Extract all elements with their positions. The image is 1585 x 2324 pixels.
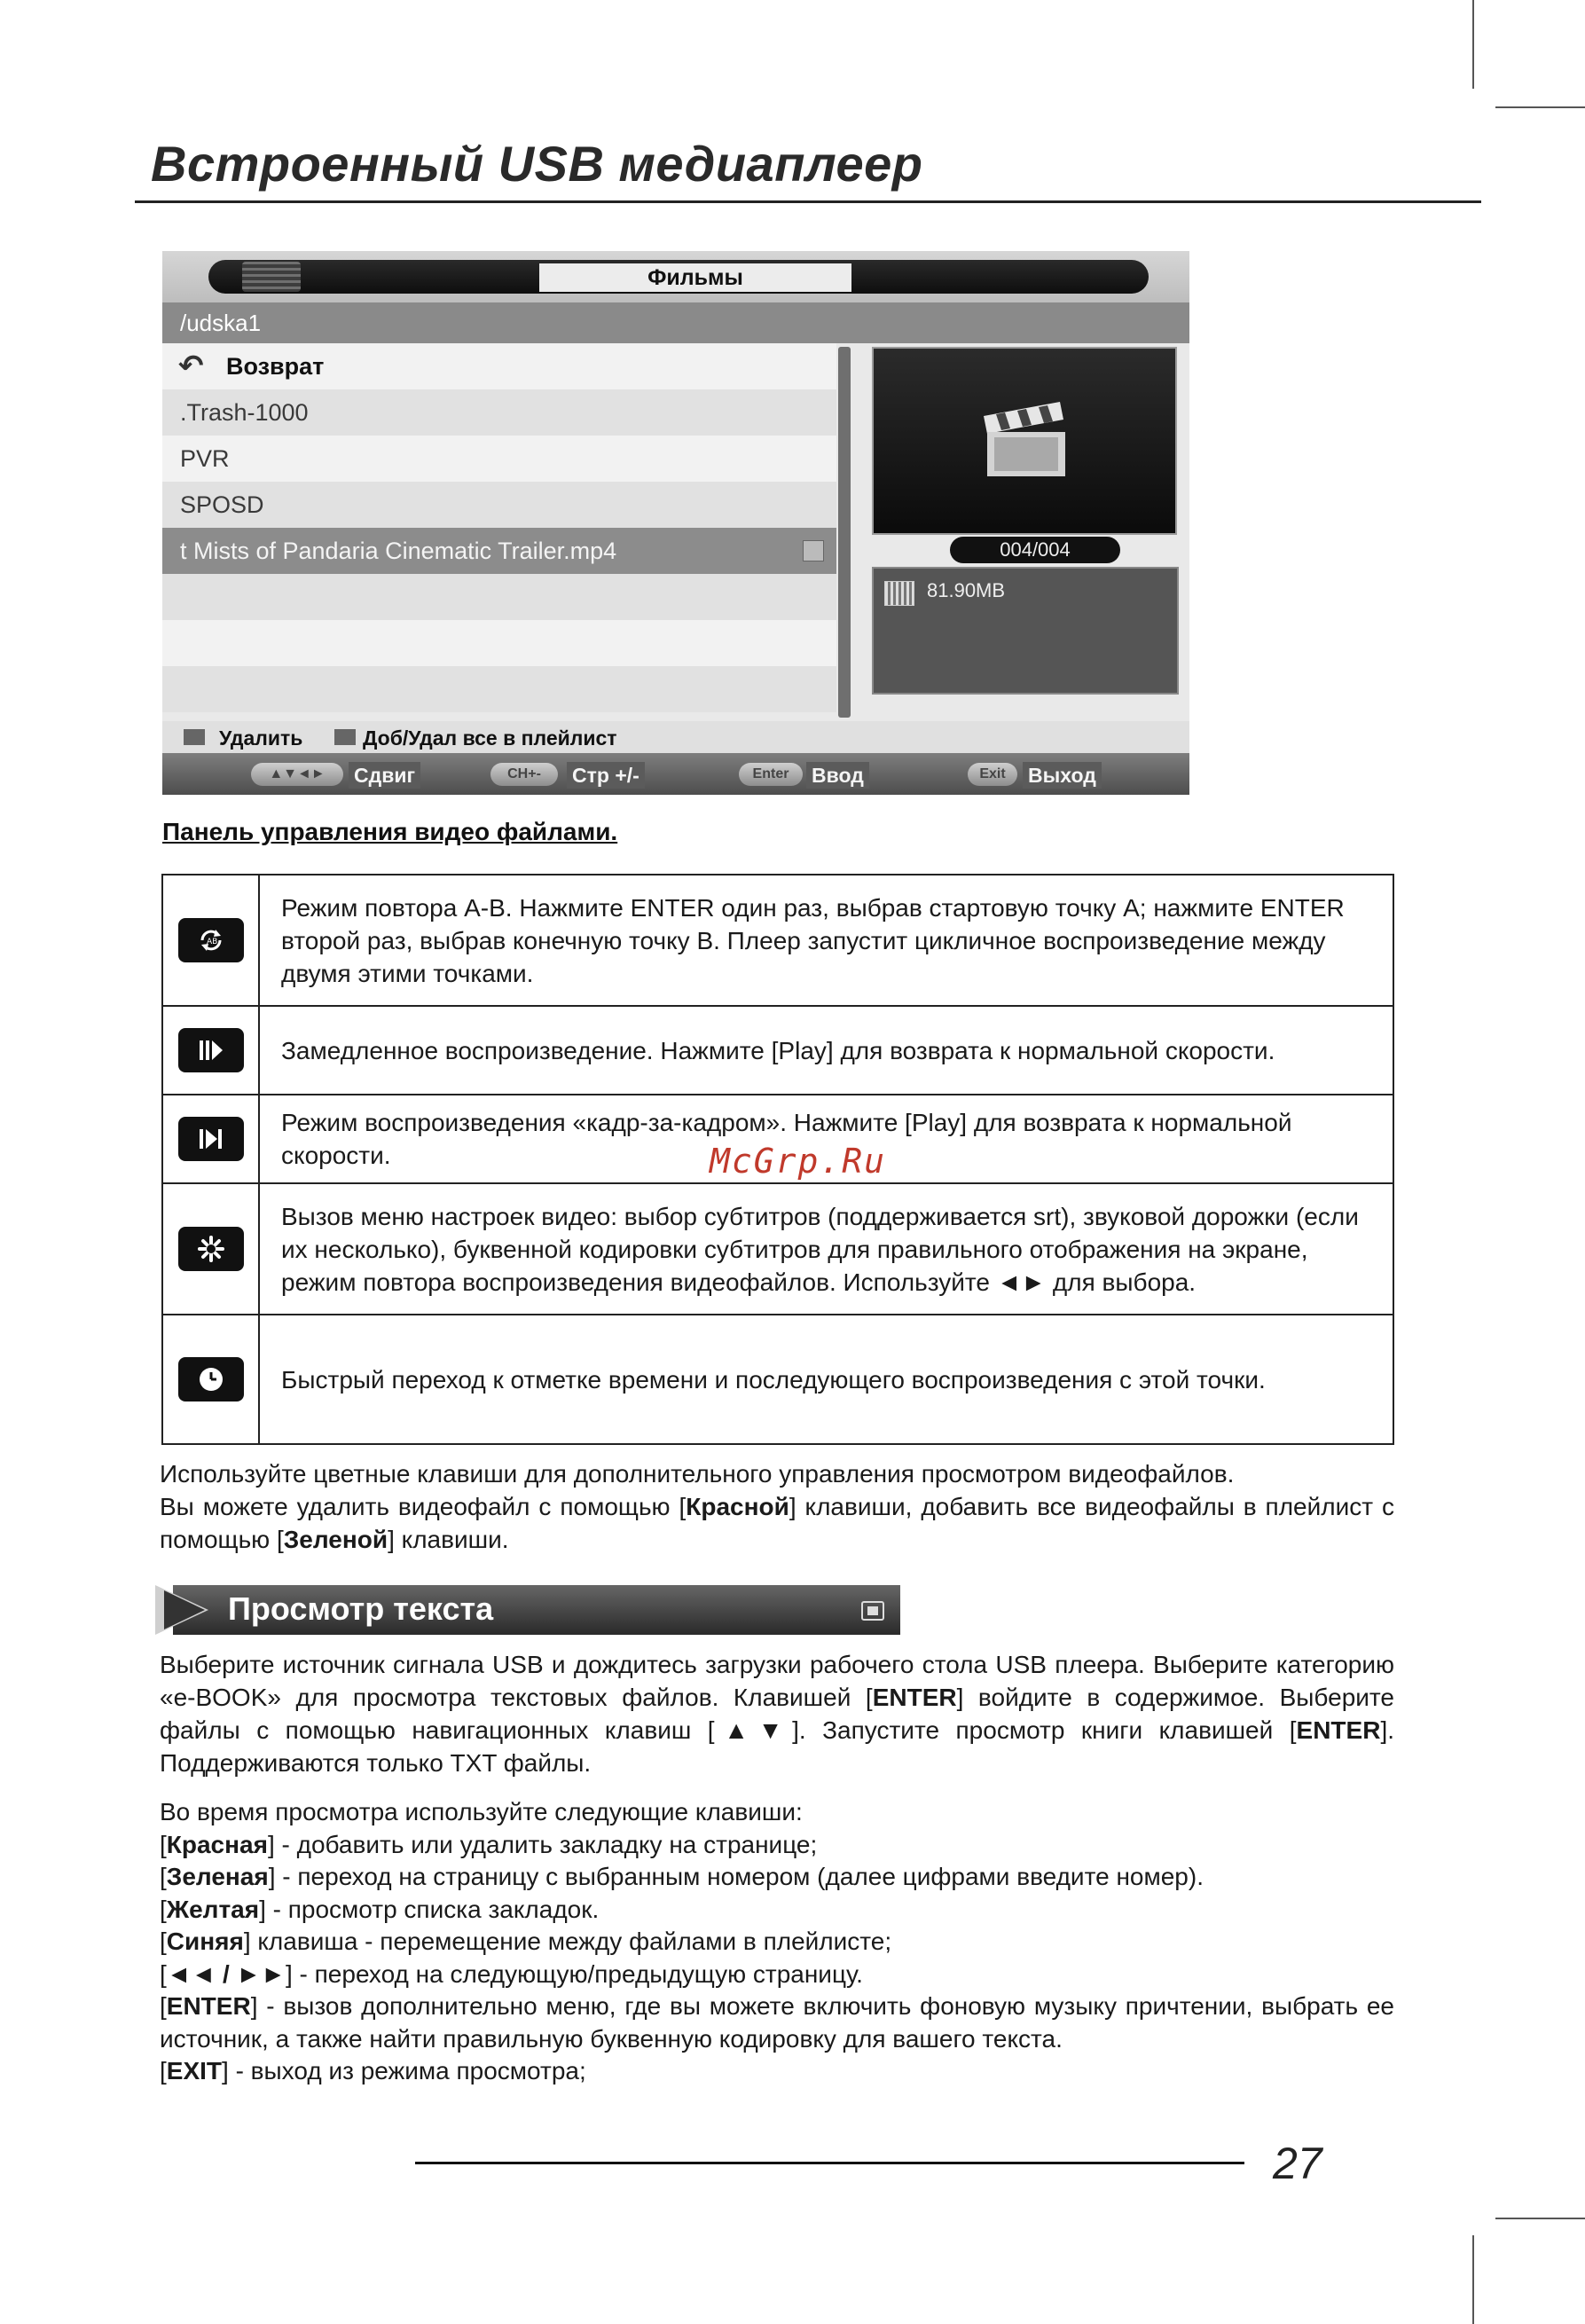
text-span: Выберите источник сигнала USB и дождитесь загрузки рабочего стола USB плеера. Выберите категорию «e-BOOK» для просмотра текстовых файлов. Клавишей [: [160, 1651, 1394, 1711]
section-header: [155, 1585, 900, 1635]
table-row: [163, 1182, 1393, 1314]
figure-caption: Панель управления видео файлами.: [162, 818, 618, 845]
red-key-name: Красной: [686, 1493, 789, 1520]
control-description: Замедленное воспроизведение. Нажмите [Play] для возврата к нормальной скорости.: [281, 1036, 1275, 1064]
selected-file-name: t Mists of Pandaria Cinematic Trailer.mp4: [180, 538, 617, 564]
text-span: ] войдите в содержимое. Выберите файлы с помощью навигационных клавиш [▲▼]. Запустите просмотр книги клавишей [: [160, 1684, 1395, 1744]
green-key-name: Зеленой: [283, 1526, 388, 1553]
key-hint-move: Сдвиг: [349, 762, 420, 789]
footer-divider: [415, 2162, 1244, 2164]
key-description: ] - выход из режима просмотра;: [222, 2057, 586, 2085]
media-player-screenshot: [162, 251, 1189, 795]
list-item[interactable]: SPOSD: [162, 482, 836, 528]
key-name: EXIT: [166, 2057, 223, 2085]
key-description: ] - переход на следующую/предыдущую страницу.: [285, 1959, 863, 1988]
slow-play-icon: [178, 1028, 244, 1072]
icon-cell: [163, 875, 260, 1005]
back-item[interactable]: [162, 343, 836, 389]
crop-mark: [1495, 106, 1585, 108]
icon-cell: [163, 1095, 260, 1182]
list-item: [ENTER] - вызов дополнительно меню, где вы можете включить фоновую музыку причтении, выбрать ее источник, а также найти правильную буквенную кодировку для вашего текста.: [160, 1992, 1394, 2053]
clock-icon: [178, 1357, 244, 1401]
icon-cell: [163, 1007, 260, 1094]
section-title: Просмотр текста: [228, 1590, 494, 1627]
player-top-bar: [162, 251, 1189, 302]
icon-cell: [163, 1315, 260, 1443]
page-title: Встроенный USB медиаплеер: [151, 136, 923, 192]
path-bar: /udska1: [162, 302, 1189, 343]
key-hint-page: Стр +/-: [567, 762, 645, 789]
list-item: [Красная] - добавить или удалить закладку на странице;: [160, 1830, 818, 1858]
settings-icon: [178, 1227, 244, 1271]
section-arrow-inner: [164, 1590, 205, 1629]
list-item: [Синяя] клавиша - перемещение между файлами в плейлисте;: [160, 1928, 892, 1955]
text-span: ] клавиши, добавить все видеофайлы в плейлист с помощью [: [160, 1493, 1395, 1553]
file-info-icon: [884, 581, 914, 606]
list-item-selected[interactable]: [162, 528, 836, 574]
color-key-legend: [162, 721, 1189, 753]
icon-cell: [163, 1184, 260, 1314]
title-divider: [135, 200, 1481, 203]
enter-key-icon: Enter: [739, 763, 803, 786]
channel-key-icon: CH+-: [490, 763, 558, 786]
tab-movies[interactable]: Фильмы: [539, 263, 851, 292]
key-name: Красная: [166, 1830, 268, 1858]
key-description: ] - добавить или удалить закладку на странице;: [267, 1830, 818, 1858]
back-label: Возврат: [226, 353, 325, 380]
color-keys-paragraph: [160, 1457, 1394, 1556]
key-description: ] - переход на страницу с выбранным номером (далее цифрами введите номер).: [268, 1863, 1204, 1890]
crop-mark: [1472, 0, 1474, 89]
page-number: 27: [1273, 2139, 1322, 2188]
text-span: ] клавиши.: [388, 1526, 509, 1553]
crop-mark: [1495, 2218, 1585, 2219]
key-name: Синяя: [166, 1928, 244, 1955]
key-hint-enter: Ввод: [806, 762, 869, 789]
key-description: ] клавиша - перемещение между файлами в плейлисте;: [243, 1928, 892, 1955]
control-description: Режим повтора А-В. Нажмите ENTER один раз, выбрав стартовую точку А; нажмите ENTER второй раз, выбрав конечную точку В. Плеер запустит цикличное воспроизведение между двумя этими точками.: [281, 893, 1345, 987]
list-item: [Зеленая] - переход на страницу с выбранным номером (далее цифрами введите номер).: [160, 1863, 1204, 1890]
clapperboard-icon: [971, 375, 1078, 482]
text-span: Вы можете удалить видеофайл с помощью [: [160, 1493, 687, 1520]
menu-icon[interactable]: [242, 262, 301, 292]
color-keys-text: [160, 1490, 1394, 1556]
list-item: [Желтая] - просмотр списка закладок.: [160, 1895, 600, 1923]
select-checkbox-icon[interactable]: [803, 540, 824, 561]
control-description: Режим воспроизведения «кадр-за-кадром». Нажмите [Play] для возврата к нормальной скорости.: [281, 1109, 1292, 1169]
text-span: ]. Поддерживаются только TXT файлы.: [160, 1716, 1394, 1777]
key-name: Зеленая: [166, 1863, 269, 1890]
empty-row: [162, 620, 836, 666]
key-list: [160, 1796, 1394, 2088]
list-item[interactable]: .Trash-1000: [162, 389, 836, 436]
empty-row: [162, 574, 836, 620]
enter-key-name: ENTER: [1296, 1716, 1381, 1744]
key-name: ENTER: [166, 1992, 251, 2020]
key-hint-exit: Выход: [1023, 762, 1102, 789]
key-name: ◄◄ / ►►: [166, 1959, 286, 1988]
key-description: ] - просмотр списка закладок.: [259, 1895, 600, 1923]
key-description: ] - вызов дополнительно меню, где вы можете включить фоновую музыку причтении, выбрать ее источник, а также найти правильную буквенную кодировку для вашего текста.: [160, 1992, 1394, 2053]
return-arrow-icon: ↶: [178, 349, 204, 383]
file-list: [162, 343, 836, 716]
list-item: [EXIT] - выход из режима просмотра;: [160, 2057, 586, 2085]
list-item: [◄◄ / ►►] - переход на следующую/предыдущую страницу.: [160, 1959, 863, 1988]
section-intro: [160, 1648, 1394, 1779]
navigation-key-icon: ▲▼◄►: [251, 763, 343, 786]
preview-panel: [872, 347, 1177, 535]
control-description: Вызов меню настроек видео: выбор субтитров (поддерживается srt), звуковой дорожки (если их несколько), буквенной кодировки субтитров для правильного отображения на экране, режим повтора воспроизведения видеофайлов. Используйте ◄► для выбора.: [281, 1202, 1359, 1296]
file-info-panel: [872, 567, 1179, 695]
exit-key-icon: Exit: [968, 763, 1017, 786]
delete-label: Удалить: [219, 726, 303, 750]
ab-repeat-icon: [178, 918, 244, 962]
file-size: 81.90MB: [927, 579, 1006, 601]
crop-mark: [1472, 2235, 1474, 2324]
green-key-icon: [334, 729, 356, 745]
window-icon: [861, 1601, 884, 1621]
list-scrollbar[interactable]: [838, 347, 851, 718]
key-name: Желтая: [166, 1895, 260, 1923]
file-counter: 004/004: [950, 537, 1120, 563]
control-description: Быстрый переход к отметке времени и последующего воспроизведения с этой точки.: [281, 1365, 1266, 1394]
empty-row: [162, 666, 836, 712]
watermark: McGrp.Ru: [710, 1142, 887, 1181]
step-frame-icon: [178, 1117, 244, 1161]
table-row: [163, 1005, 1393, 1094]
svg-text:AB: AB: [206, 938, 217, 946]
key-hint-bar: [162, 753, 1189, 795]
key-list-intro: Во время просмотра используйте следующие клавиши:: [160, 1798, 803, 1825]
table-row: [163, 1314, 1393, 1443]
list-item[interactable]: PVR: [162, 436, 836, 482]
color-keys-line: Используйте цветные клавиши для дополнительного управления просмотром видеофайлов.: [160, 1460, 1235, 1488]
red-key-icon: [184, 729, 205, 745]
enter-key-name: ENTER: [872, 1684, 957, 1711]
table-row: [163, 875, 1393, 1005]
playlist-label: Доб/Удал все в плейлист: [363, 726, 617, 750]
